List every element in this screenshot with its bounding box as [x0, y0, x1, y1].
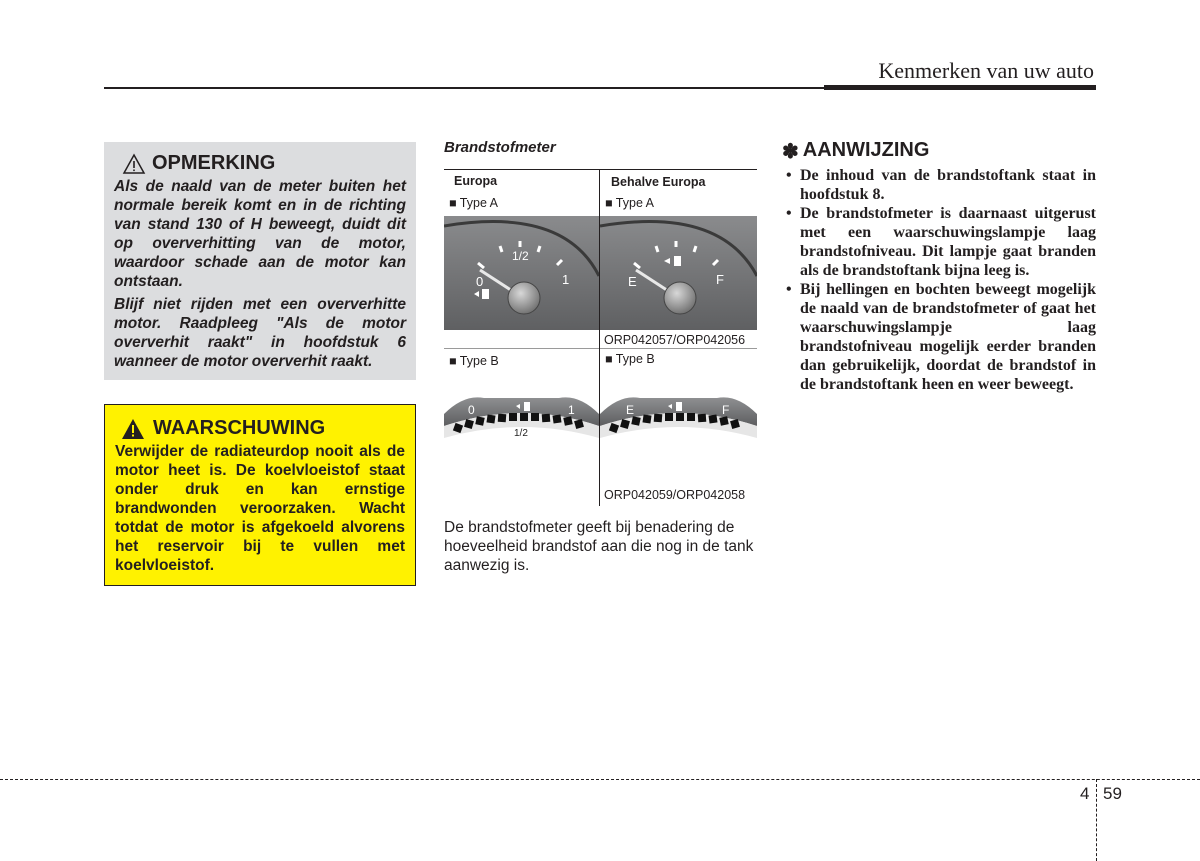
figure-divider-vertical — [599, 170, 600, 506]
list-item: • Bij hellingen en bochten beweegt mogelijk de naald van de brandstofmeter of gaat het waarschuwingslampje laag brandstofniveau mogelijk eerder branden dan gebruikelijk, doordat de brandstof in de brandstoftank heen en weer beweegt. — [782, 280, 1096, 394]
figure-divider-horizontal — [444, 348, 757, 349]
warning-title: WAARSCHUWING — [153, 417, 326, 439]
list-item: • De inhoud van de brandstoftank staat in hoofdstuk 8. — [782, 166, 1096, 204]
warning-triangle-icon — [121, 418, 145, 440]
note-heading — [122, 152, 406, 175]
page-chapter: 4 — [1080, 784, 1090, 803]
gauge-hub — [664, 282, 696, 314]
gauge-b-eu-mid: 1/2 — [514, 428, 528, 439]
fuel-gauge-figure — [444, 169, 757, 506]
aanwijzing-heading — [782, 139, 1096, 164]
note-paragraph-1: Als de naald van de meter buiten het normale bereik komt en in de richting van stand 130 of H beweegt, duidt dit op oververhitting van de motor, waardoor schade aan de motor kan ontstaan. — [114, 178, 406, 290]
gauge-a-eu-low: 0 — [476, 274, 484, 289]
round-fuel-gauge-other — [600, 216, 757, 330]
gauge-b-eu-high: 1 — [568, 403, 575, 417]
figure-type-b-right: ■ Type B — [605, 352, 655, 366]
footer-vertical-rule — [1096, 779, 1097, 861]
figure-code-bottom: ORP042059/ORP042058 — [604, 488, 746, 502]
list-item: • De brandstofmeter is daarnaast uitgerust met een waarschuwingslampje laag brandstofniveau. Dit lampje gaat branden als de brandstoftank bijna leeg is. — [782, 204, 1096, 280]
figure-code-top: ORP042057/ORP042056 — [604, 333, 746, 347]
gauge-b-eu-low: 0 — [468, 403, 475, 417]
note-title: OPMERKING — [152, 152, 276, 174]
page-header-title: Kenmerken van uw auto — [878, 58, 1094, 83]
asterisk-icon: ✽ — [782, 141, 799, 163]
header-rule — [104, 87, 824, 89]
note-paragraph-2: Blijf niet rijden met een oververhitte motor. Raadpleeg "Als de motor oververhit raakt" in hoofdstuk 6 wanneer de motor oververhit raakt. — [114, 296, 406, 370]
note-box — [104, 142, 416, 380]
aanwijzing-list — [782, 166, 1096, 394]
figure-type-b-left: ■ Type B — [449, 354, 499, 368]
gauge-a-eu-mid: 1/2 — [512, 249, 529, 263]
aanwijzing-title: AANWIJZING — [802, 139, 930, 161]
gauge-a-other-low: E — [628, 274, 637, 289]
fuel-gauge-heading: Brandstofmeter — [444, 139, 556, 156]
figure-type-a-left: ■ Type A — [449, 196, 499, 210]
aanwijzing-section — [782, 139, 1096, 394]
gauge-a-other-high: F — [716, 272, 724, 287]
figure-label-other: Behalve Europa — [611, 175, 706, 189]
warning-box — [104, 404, 416, 586]
figure-label-europe: Europa — [454, 174, 498, 188]
page-number: 59 — [1103, 784, 1122, 803]
gauge-hub — [508, 282, 540, 314]
bar-fuel-gauge-europe — [444, 392, 599, 452]
warning-heading — [121, 417, 405, 440]
gauge-b-other-high: F — [722, 403, 730, 417]
figure-type-a-right: ■ Type A — [605, 196, 655, 210]
gauge-a-eu-high: 1 — [562, 272, 570, 287]
footer-rule — [0, 779, 1200, 780]
warning-text: Verwijder de radiateurdop nooit als de motor heet is. De koelvloeistof staat onder druk en kan ernstige brandwonden veroorzaken. Wacht totdat de motor is afgekoeld alvorens het reservoir bij te vullen met koelvloeistof. — [115, 443, 405, 574]
round-fuel-gauge-europe — [444, 216, 599, 330]
bar-fuel-gauge-other — [600, 392, 757, 452]
fuel-gauge-description: De brandstofmeter geeft bij benadering de hoeveelheid brandstof aan die nog in de tank aanwezig is. — [444, 519, 754, 574]
caution-triangle-icon — [122, 153, 146, 175]
gauge-b-other-low: E — [626, 403, 635, 417]
header-rule-accent — [824, 85, 1096, 90]
